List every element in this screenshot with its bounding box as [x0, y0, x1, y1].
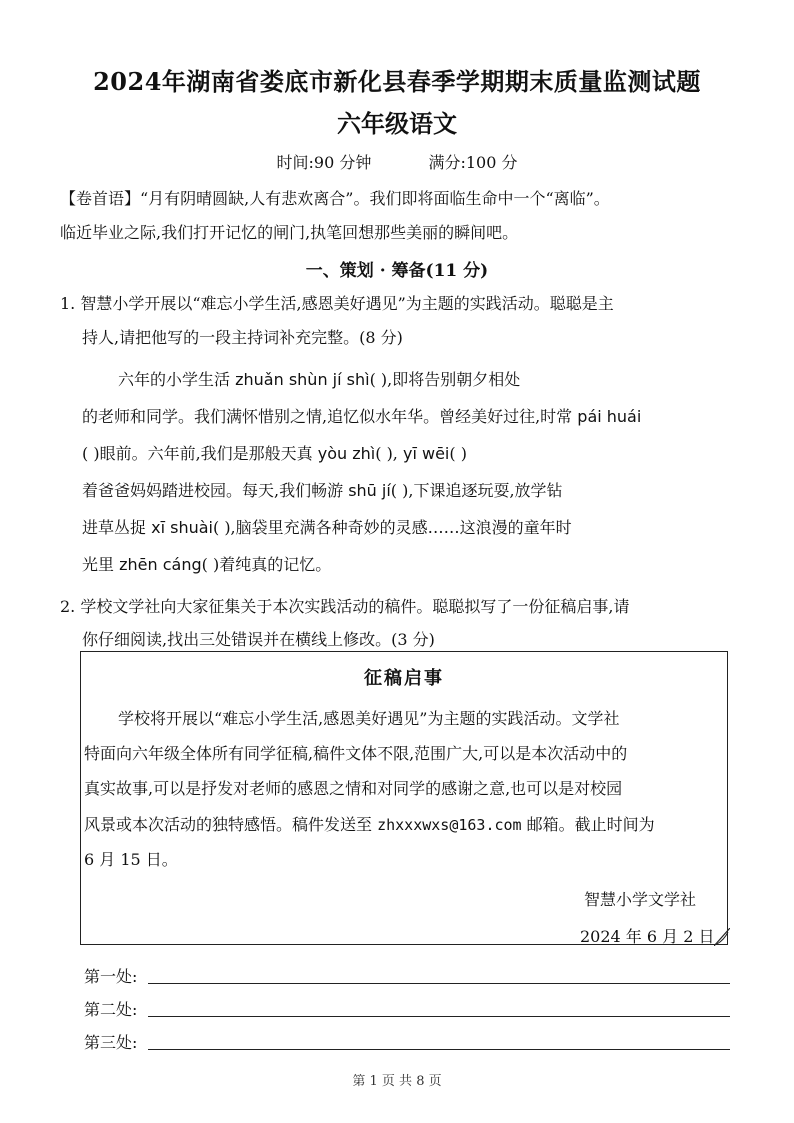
q1-text: 六年的小学生活: [118, 370, 231, 389]
pinyin-shuji: shū jí: [348, 481, 391, 500]
page-footer: 第 1 页 共 8 页: [352, 1074, 442, 1089]
answer-blank[interactable]: ( ),脑袋里充满各种奇妙的灵感……这浪漫的童年时: [212, 518, 572, 537]
notice-email: zhxxxwxs@163.com: [377, 816, 522, 834]
notice-text: 邮箱。截止时间为: [521, 815, 655, 834]
answer-line-1[interactable]: [148, 983, 730, 984]
answer-label-1: 第一处:: [84, 967, 138, 986]
q1-text: 光里: [82, 555, 115, 574]
answer-blank[interactable]: ( ),即将告别朝夕相处: [369, 370, 521, 389]
q1-text: 的老师和同学。我们满怀惜别之情,追忆似水年华。曾经美好过往,时常: [82, 407, 573, 426]
notice-signer: 智慧小学文学社: [584, 890, 697, 909]
answer-blank[interactable]: ( )眼前。六年前,我们是那般天真: [82, 444, 313, 463]
answer-line-2[interactable]: [148, 1016, 730, 1017]
preface-line-2: 临近毕业之际,我们打开记忆的闸门,执笔回想那些美丽的瞬间吧。: [60, 223, 519, 242]
page-title: 2024年湖南省娄底市新化县春季学期期末质量监测试题: [93, 67, 701, 96]
q1-text: 着爸爸妈妈踏进校园。每天,我们畅游: [82, 481, 344, 500]
pinyin-yiwei: yī wēi: [402, 444, 450, 463]
answer-blank[interactable]: ( ),下课追逐玩耍,放学钻: [390, 481, 563, 500]
notice-line-4: [84, 812, 655, 835]
notice-text: 风景或本次活动的独特感悟。稿件发送至: [84, 815, 378, 834]
answer-blank[interactable]: ( )着纯真的记忆。: [201, 555, 332, 574]
q1-para-line-6: [82, 552, 331, 575]
pinyin-zhuanshunjishi: zhuǎn shùn jí shì: [235, 370, 370, 389]
q1-para-line-2: [82, 404, 641, 427]
q2-line-1: 2. 学校文学社向大家征集关于本次实践活动的稿件。聪聪拟写了一份征稿启事,请: [60, 597, 630, 616]
answer-label-3: 第三处:: [84, 1033, 138, 1052]
q1-line-2: 持人,请把他写的一段主持词补充完整。(8 分): [82, 328, 403, 347]
q1-para-line-5: [82, 515, 572, 538]
notice-line-2: 特面向六年级全体所有同学征稿,稿件文体不限,范围广大,可以是本次活动中的: [84, 744, 628, 763]
q1-para-line-1: [118, 367, 520, 390]
notice-date: 2024 年 6 月 2 日: [580, 927, 715, 946]
pinyin-paihuai: pái huái: [577, 407, 642, 426]
page-subtitle: 六年级语文: [337, 109, 457, 138]
exam-meta: [0, 150, 794, 173]
answer-blank[interactable]: ( ): [449, 444, 467, 463]
exam-score: 满分:100 分: [428, 153, 518, 172]
q2-line-2: 你仔细阅读,找出三处错误并在横线上修改。(3 分): [82, 630, 435, 649]
answer-blank[interactable]: ( ),: [375, 444, 398, 463]
q1-para-line-4: [82, 478, 563, 501]
pinyin-xishuai: xī shuài: [151, 518, 213, 537]
notice-line-1: 学校将开展以“难忘小学生活,感恩美好遇见”为主题的实践活动。文学社: [118, 709, 620, 728]
pinyin-youzhi: yòu zhì: [317, 444, 376, 463]
notice-line-3: 真实故事,可以是抒发对老师的感恩之情和对同学的感谢之意,也可以是对校园: [84, 779, 623, 798]
section-title: 一、策划 · 筹备(11 分): [305, 261, 489, 281]
page-curl-icon: [714, 928, 730, 946]
preface-line-1: 【卷首语】“月有阴晴圆缺,人有悲欢离合”。我们即将面临生命中一个“离临”。: [60, 189, 610, 208]
notice-title: 征稿启事: [364, 668, 444, 689]
q1-para-line-3: [82, 441, 467, 464]
answer-line-3[interactable]: [148, 1049, 730, 1050]
answer-label-2: 第二处:: [84, 1000, 138, 1019]
exam-time: 时间:90 分钟: [276, 153, 372, 172]
q1-line-1: 1. 智慧小学开展以“难忘小学生活,感恩美好遇见”为主题的实践活动。聪聪是主: [60, 294, 614, 313]
notice-line-5: 6 月 15 日。: [84, 850, 178, 869]
q1-text: 进草丛捉: [82, 518, 147, 537]
pinyin-zhencang: zhēn cáng: [119, 555, 202, 574]
